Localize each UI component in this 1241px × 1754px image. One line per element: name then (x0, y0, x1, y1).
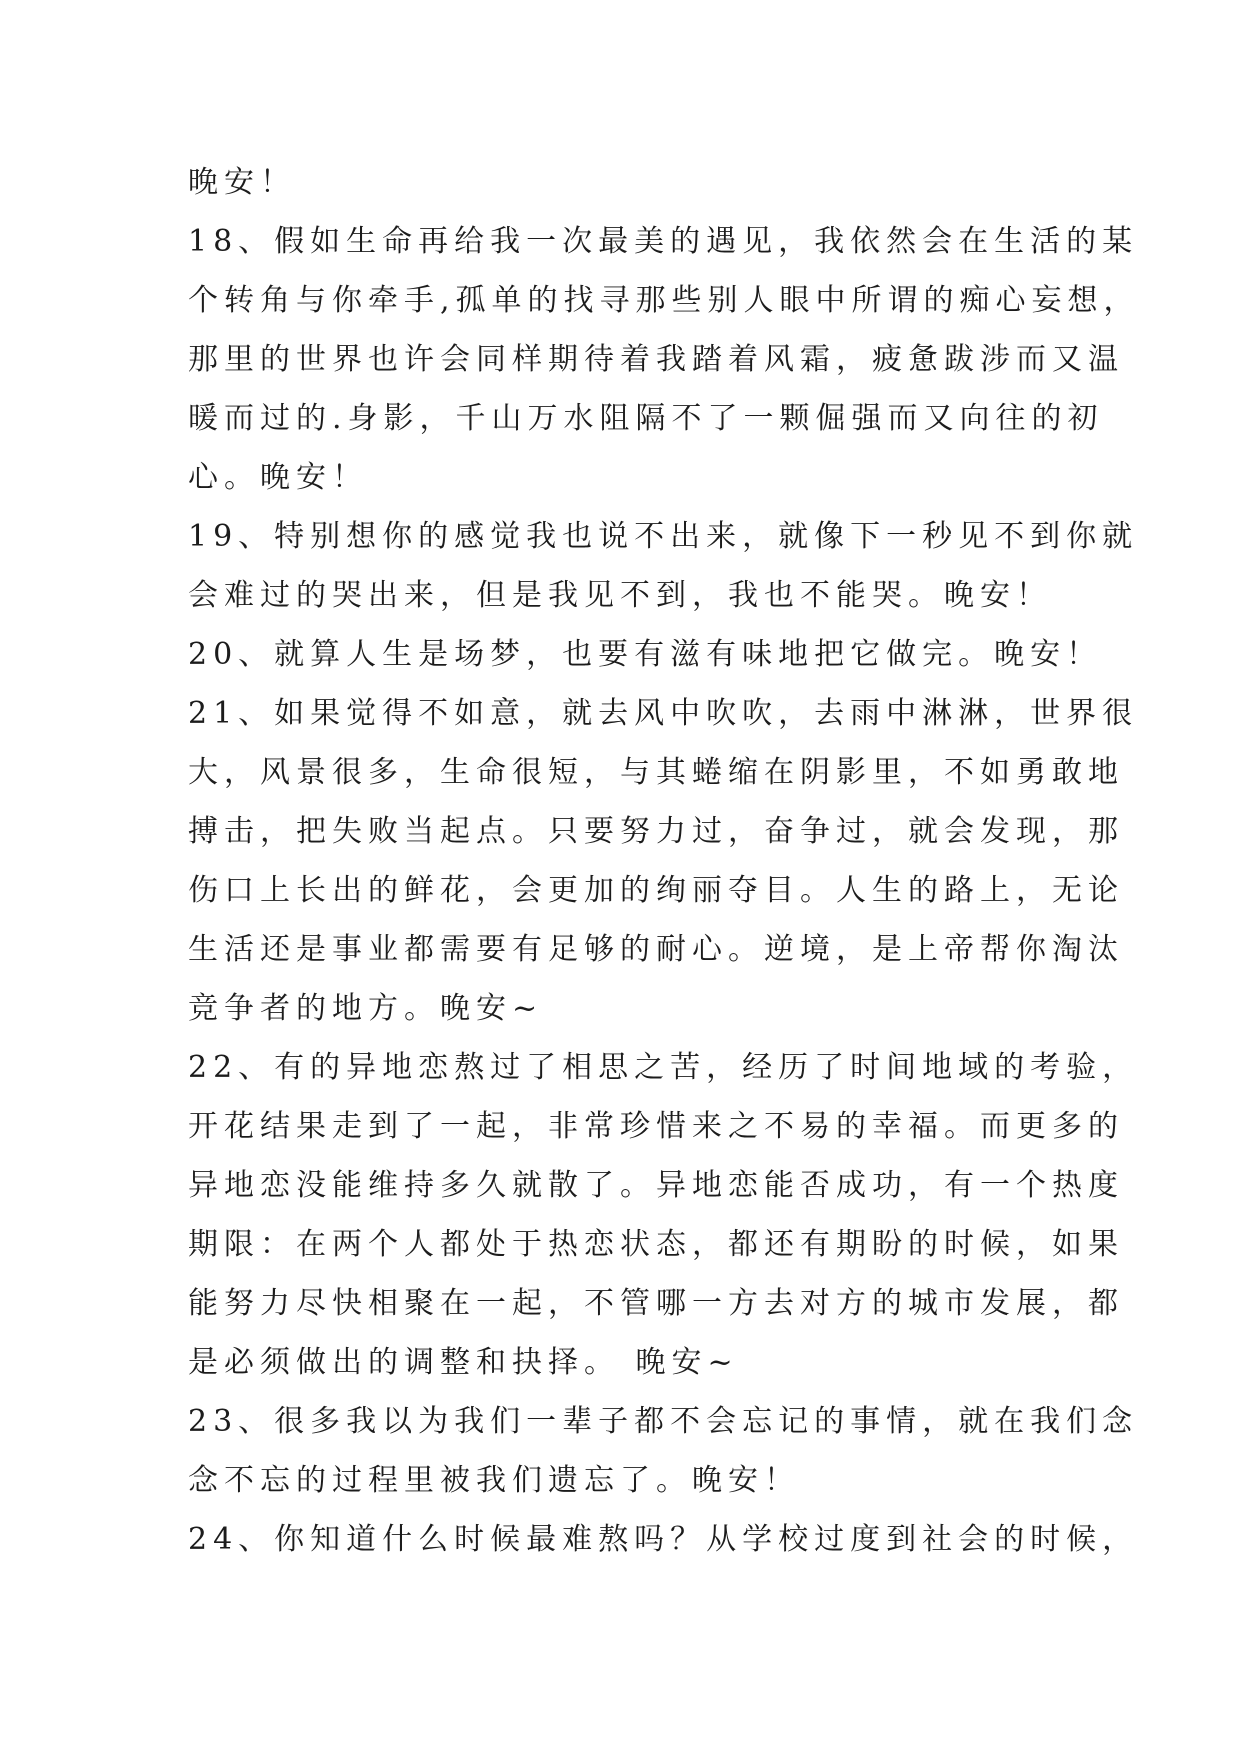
text-line: 那里的世界也许会同样期待着我踏着风霜，疲惫跋涉而又温 (188, 342, 1124, 377)
text-line: 竞争者的地方。晚安~ (188, 991, 544, 1026)
text-line: 是必须做出的调整和抉择。 晚安~ (188, 1345, 739, 1380)
text-line: 念不忘的过程里被我们遗忘了。晚安！ (188, 1463, 800, 1498)
text-line: 搏击，把失败当起点。只要努力过，奋争过，就会发现，那 (188, 814, 1124, 849)
text-line: 21、如果觉得不如意，就去风中吹吹，去雨中淋淋，世界很 (188, 696, 1139, 731)
text-line: 24、你知道什么时候最难熬吗？从学校过度到社会的时候， (188, 1522, 1139, 1557)
text-line: 暖而过的.身影，千山万水阻隔不了一颗倔强而又向往的初 (188, 401, 1104, 436)
text-line: 个转角与你牵手,孤单的找寻那些别人眼中所谓的痴心妄想， (188, 283, 1140, 318)
document-body (188, 158, 1140, 1574)
text-line: 伤口上长出的鲜花，会更加的绚丽夺目。人生的路上，无论 (188, 873, 1124, 908)
text-line: 异地恋没能维持多久就散了。异地恋能否成功，有一个热度 (188, 1168, 1124, 1203)
text-line: 22、有的异地恋熬过了相思之苦，经历了时间地域的考验， (188, 1050, 1139, 1085)
text-line: 生活还是事业都需要有足够的耐心。逆境，是上帝帮你淘汰 (188, 932, 1124, 967)
text-line: 会难过的哭出来，但是我见不到，我也不能哭。晚安！ (188, 578, 1052, 613)
text-line: 20、就算人生是场梦，也要有滋有味地把它做完。晚安！ (188, 637, 1103, 672)
text-line: 23、很多我以为我们一辈子都不会忘记的事情，就在我们念 (188, 1404, 1139, 1439)
text-line: 晚安！ (188, 165, 296, 200)
text-line: 18、假如生命再给我一次最美的遇见，我依然会在生活的某 (188, 224, 1139, 259)
text-line: 心。晚安！ (188, 460, 368, 495)
text-line: 期限：在两个人都处于热恋状态，都还有期盼的时候，如果 (188, 1227, 1124, 1262)
text-line: 能努力尽快相聚在一起，不管哪一方去对方的城市发展，都 (188, 1286, 1124, 1321)
text-line: 开花结果走到了一起，非常珍惜来之不易的幸福。而更多的 (188, 1109, 1124, 1144)
text-line: 大，风景很多，生命很短，与其蜷缩在阴影里，不如勇敢地 (188, 755, 1124, 790)
text-line: 19、特别想你的感觉我也说不出来，就像下一秒见不到你就 (188, 519, 1139, 554)
